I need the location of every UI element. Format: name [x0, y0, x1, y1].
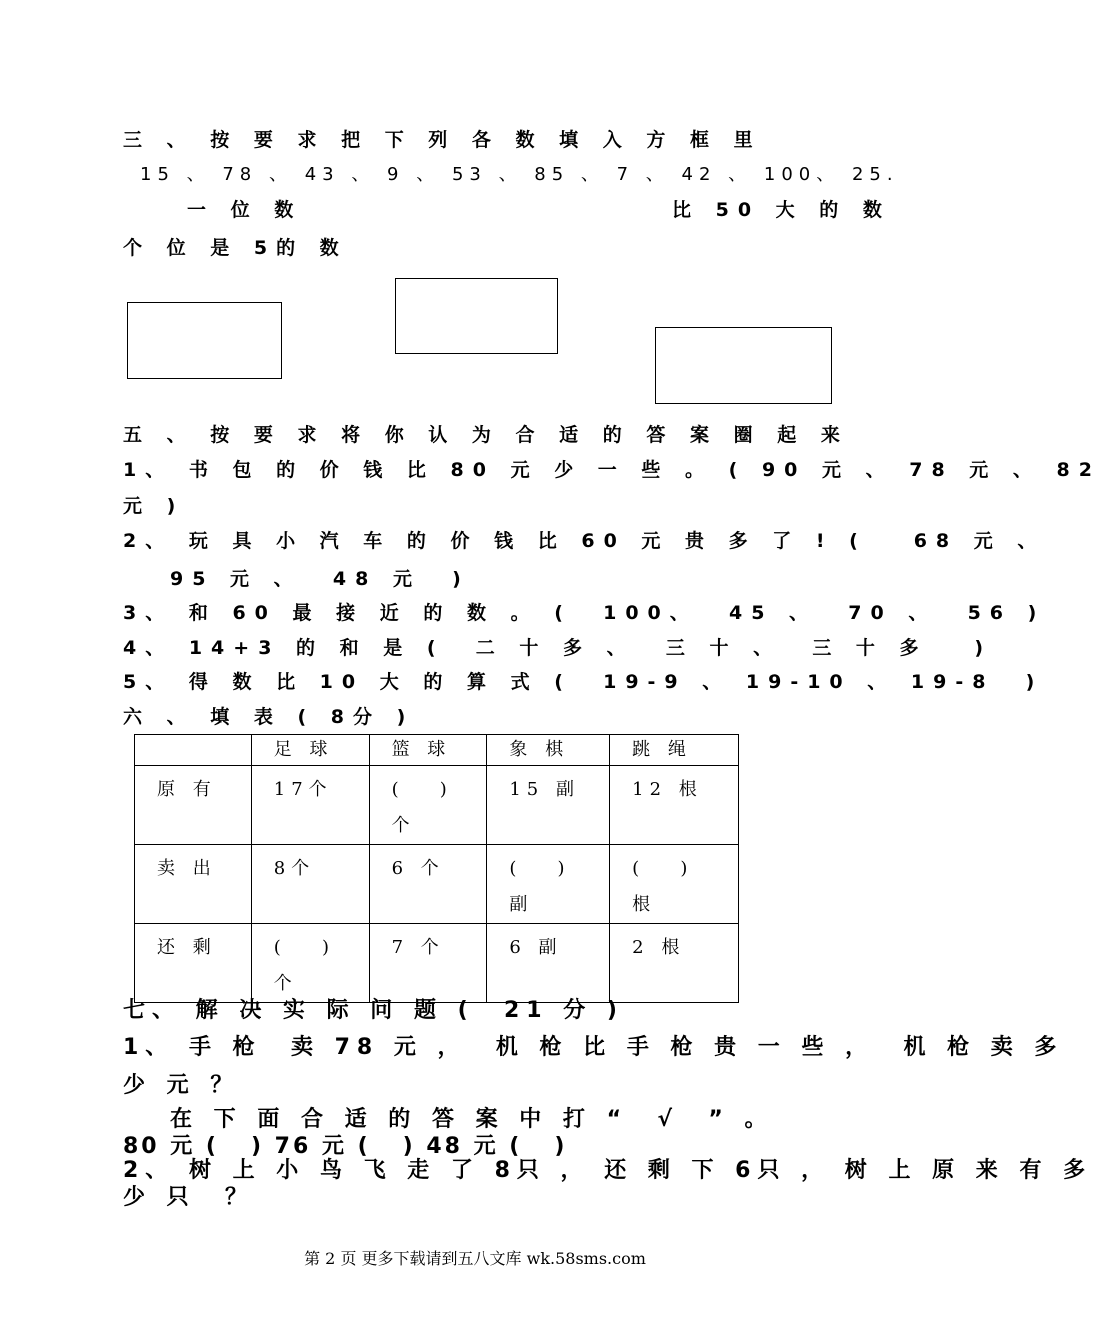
table-row: [135, 924, 739, 1003]
section-5-q3: 3、 和 60 最 接 近 的 数 。 ( 100、 45 、 70 、 56 ): [123, 602, 1046, 624]
table-cell: 8个: [251, 845, 369, 924]
section-3-title: 三 、 按 要 求 把 下 列 各 数 填 入 方 框 里: [123, 129, 762, 151]
table-row-label: 还 剩: [135, 924, 252, 1003]
table-cell-blank[interactable]: ( ) 个: [251, 924, 369, 1003]
table-cell: 6 个: [369, 845, 487, 924]
section-7-q1-line1: 1、 手 枪 卖 78 元 ， 机 枪 比 手 枪 贵 一 些 ， 机 枪 卖 多: [123, 1035, 1064, 1060]
table-row-label: 原 有: [135, 766, 252, 845]
table-cell: 12 根: [610, 766, 739, 845]
section-5-q4: 4、 14+3 的 和 是 ( 二 十 多 、 三 十 、 三 十 多 ): [123, 637, 993, 659]
table-row: [135, 766, 739, 845]
table-row: [135, 845, 739, 924]
section-7-q2-line1: 2、 树 上 小 鸟 飞 走 了 8只 ， 还 剩 下 6只 ， 树 上 原 来 有 多: [123, 1158, 1093, 1183]
box-label-ones-digit-5: 个 位 是 5的 数: [123, 237, 348, 259]
section-7-q2-line2: 少 只 ？: [123, 1185, 254, 1210]
table-cell: 15 副: [487, 766, 610, 845]
table-header-cell: [135, 735, 252, 766]
table-header-cell: 足 球: [251, 735, 369, 766]
table-header-cell: 象 棋: [487, 735, 610, 766]
table-cell: 7 个: [369, 924, 487, 1003]
section-6-title: 六 、 填 表 ( 8分 ): [123, 706, 415, 728]
table-cell-blank[interactable]: ( ) 根: [610, 845, 739, 924]
table-cell: 6 副: [487, 924, 610, 1003]
answer-box-3[interactable]: [655, 327, 832, 404]
section-7-title: 七、 解 决 实 际 问 题 ( 21 分 ): [123, 998, 624, 1023]
fill-in-table: [134, 734, 739, 1003]
page-footer: 第 2 页 更多下载请到五八文库 wk.58sms.com: [304, 1249, 646, 1268]
table-header-cell: 篮 球: [369, 735, 487, 766]
table-cell: 2 根: [610, 924, 739, 1003]
table-cell-blank[interactable]: ( ) 个: [369, 766, 487, 845]
section-7-q1-hint: 在 下 面 合 适 的 答 案 中 打 “ √ ” 。: [170, 1107, 774, 1132]
box-label-one-digit: 一 位 数: [187, 199, 303, 221]
section-5-q5: 5、 得 数 比 10 大 的 算 式 ( 19-9 、 19-10 、 19-8 ): [123, 671, 1044, 693]
section-7-q1-line2: 少 元 ？: [123, 1073, 240, 1098]
table-row-label: 卖 出: [135, 845, 252, 924]
section-7-q1-options: 80 元 ( ) 76 元 ( ) 48 元 ( ): [123, 1134, 568, 1159]
table-header-row: [135, 735, 739, 766]
box-label-greater-than-50: 比 50 大 的 数: [672, 199, 891, 221]
section-5-q2-line2: 95 元 、 48 元 ): [170, 568, 470, 590]
section-5-q1-line2: 元 ): [123, 495, 185, 517]
section-5-title: 五 、 按 要 求 将 你 认 为 合 适 的 答 案 圈 起 来: [123, 424, 849, 446]
answer-box-2[interactable]: [395, 278, 558, 354]
section-5-q2-line1: 2、 玩 具 小 汽 车 的 价 钱 比 60 元 贵 多 了 ! ( 68 元 、: [123, 530, 1046, 552]
answer-box-1[interactable]: [127, 302, 282, 379]
section-3-numbers: 15 、 78 、 43 、 9 、 53 、 85 、 7 、 42 、 100、 25.: [140, 164, 899, 185]
section-5-q1-line1: 1、 书 包 的 价 钱 比 80 元 少 一 些 。 ( 90 元 、 78 元 、 82: [123, 459, 1101, 481]
table-cell-blank[interactable]: ( ) 副: [487, 845, 610, 924]
table-header-cell: 跳 绳: [610, 735, 739, 766]
table-cell: 17个: [251, 766, 369, 845]
